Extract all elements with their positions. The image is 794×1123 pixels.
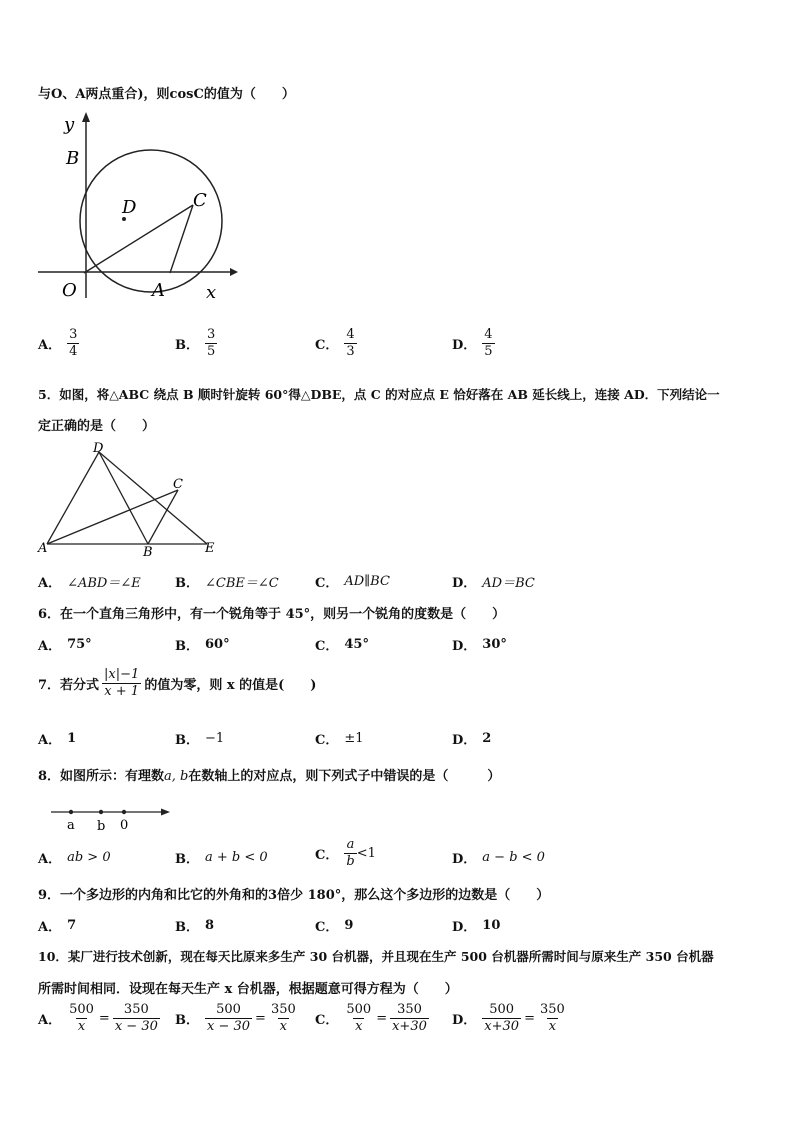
q5-stem-line1: 5．如图，将△ABC 绕点 B 顺时针旋转 60°得△DBE，点 C 的对应点 E 恰好落在 AB 延长线上，连接 AD．下列结论一 xyxy=(38,387,720,402)
fig2-label-C: C xyxy=(173,477,183,492)
fig1-label-y: y xyxy=(64,114,75,135)
q4-option-c[interactable]: C． $\frac{4}{3}$ xyxy=(315,327,355,360)
q7-fraction: $\frac{|x|-1}{x + 1}$ xyxy=(104,667,140,700)
q5-stem-line2: 定正确的是（ ） xyxy=(38,419,156,434)
numline-label-0: 0 xyxy=(120,818,129,833)
q4-circle-figure xyxy=(30,108,240,308)
q8-option-a[interactable]: A． ab > 0 xyxy=(38,850,111,867)
numline-label-b: b xyxy=(97,819,106,834)
q5-option-a[interactable]: A． ∠ABD＝∠E xyxy=(38,576,141,591)
q10-option-c[interactable]: C． $\frac{500}{x}$ = $\frac{350}{x+30}$ xyxy=(315,1002,427,1035)
q10-stem-line1: 10．某厂进行技术创新，现在每天比原来多生产 30 台机器，并且现在生产 500 台机器所需时间与原来生产 350 台机器 xyxy=(38,949,714,964)
q4-option-d[interactable]: D． $\frac{4}{5}$ xyxy=(452,327,493,360)
q9-option-c[interactable]: C． 9 xyxy=(315,918,354,935)
q9-option-d[interactable]: D． 10 xyxy=(452,918,501,935)
q9-stem: 9．一个多边形的内角和比它的外角和的3倍少 180°，那么这个多边形的边数是（ ） xyxy=(38,888,550,903)
q5-option-c[interactable]: C． AD∥BC xyxy=(315,574,390,591)
fig2-label-A: A xyxy=(38,541,48,556)
q5-option-d[interactable]: D． AD＝BC xyxy=(452,576,535,591)
fig1-label-D: D xyxy=(122,197,137,218)
q7-option-a[interactable]: A． 1 xyxy=(38,731,77,748)
fig1-label-B: B xyxy=(66,148,80,169)
q6-option-b[interactable]: B． 60° xyxy=(175,637,230,654)
fig1-label-x: x xyxy=(206,282,217,303)
q5-triangle-figure xyxy=(35,440,225,560)
q6-option-d[interactable]: D． 30° xyxy=(452,637,507,654)
q10-option-b[interactable]: B． $\frac{500}{x - 30}$ = $\frac{350}{x}$ xyxy=(175,1002,296,1035)
fig2-label-E: E xyxy=(205,541,215,556)
q4-stem: 与O、A两点重合)，则cosC的值为（ ） xyxy=(38,87,295,102)
fig1-label-C: C xyxy=(193,190,207,211)
q6-option-a[interactable]: A． 75° xyxy=(38,637,92,654)
q8-option-b[interactable]: B． a + b < 0 xyxy=(175,850,268,867)
q7-stem: 7．若分式 $\frac{|x|-1}{x + 1}$ 的值为零，则 x 的值是( ) xyxy=(38,667,317,700)
fig2-label-D: D xyxy=(93,441,104,456)
q9-option-b[interactable]: B． 8 xyxy=(175,918,215,935)
q6-stem: 6．在一个直角三角形中，有一个锐角等于 45°，则另一个锐角的度数是（ ） xyxy=(38,607,506,622)
q8-stem: 8．如图所示：有理数a, b在数轴上的对应点，则下列式子中错误的是（ ） xyxy=(38,769,501,784)
q7-option-c[interactable]: C． ±1 xyxy=(315,731,364,748)
q9-option-a[interactable]: A． 7 xyxy=(38,918,77,935)
q8-number-line xyxy=(45,800,175,834)
q10-option-d[interactable]: D． $\frac{500}{x+30}$ = $\frac{350}{x}$ xyxy=(452,1002,565,1035)
q10-option-a[interactable]: A． $\frac{500}{x}$ = $\frac{350}{x - 30}$ xyxy=(38,1002,158,1035)
fig1-label-A: A xyxy=(152,280,165,301)
fig2-label-B: B xyxy=(143,545,153,560)
q4-option-a[interactable]: A． $\frac{3}{4}$ xyxy=(38,327,78,360)
q8-option-c[interactable]: C． $\frac{a}{b}$ <1 xyxy=(315,837,376,870)
q7-option-d[interactable]: D． 2 xyxy=(452,731,492,748)
q10-stem-line2: 所需时间相同．设现在每天生产 x 台机器，根据题意可得方程为（ ） xyxy=(38,982,458,997)
q8-option-d[interactable]: D． a − b < 0 xyxy=(452,850,545,867)
q7-option-b[interactable]: B． −1 xyxy=(175,731,225,748)
q4-option-b[interactable]: B． $\frac{3}{5}$ xyxy=(175,327,216,360)
numline-label-a: a xyxy=(67,818,75,833)
q6-option-c[interactable]: C． 45° xyxy=(315,637,369,654)
q5-option-b[interactable]: B． ∠CBE＝∠C xyxy=(175,576,279,591)
fig1-label-O: O xyxy=(62,280,77,301)
